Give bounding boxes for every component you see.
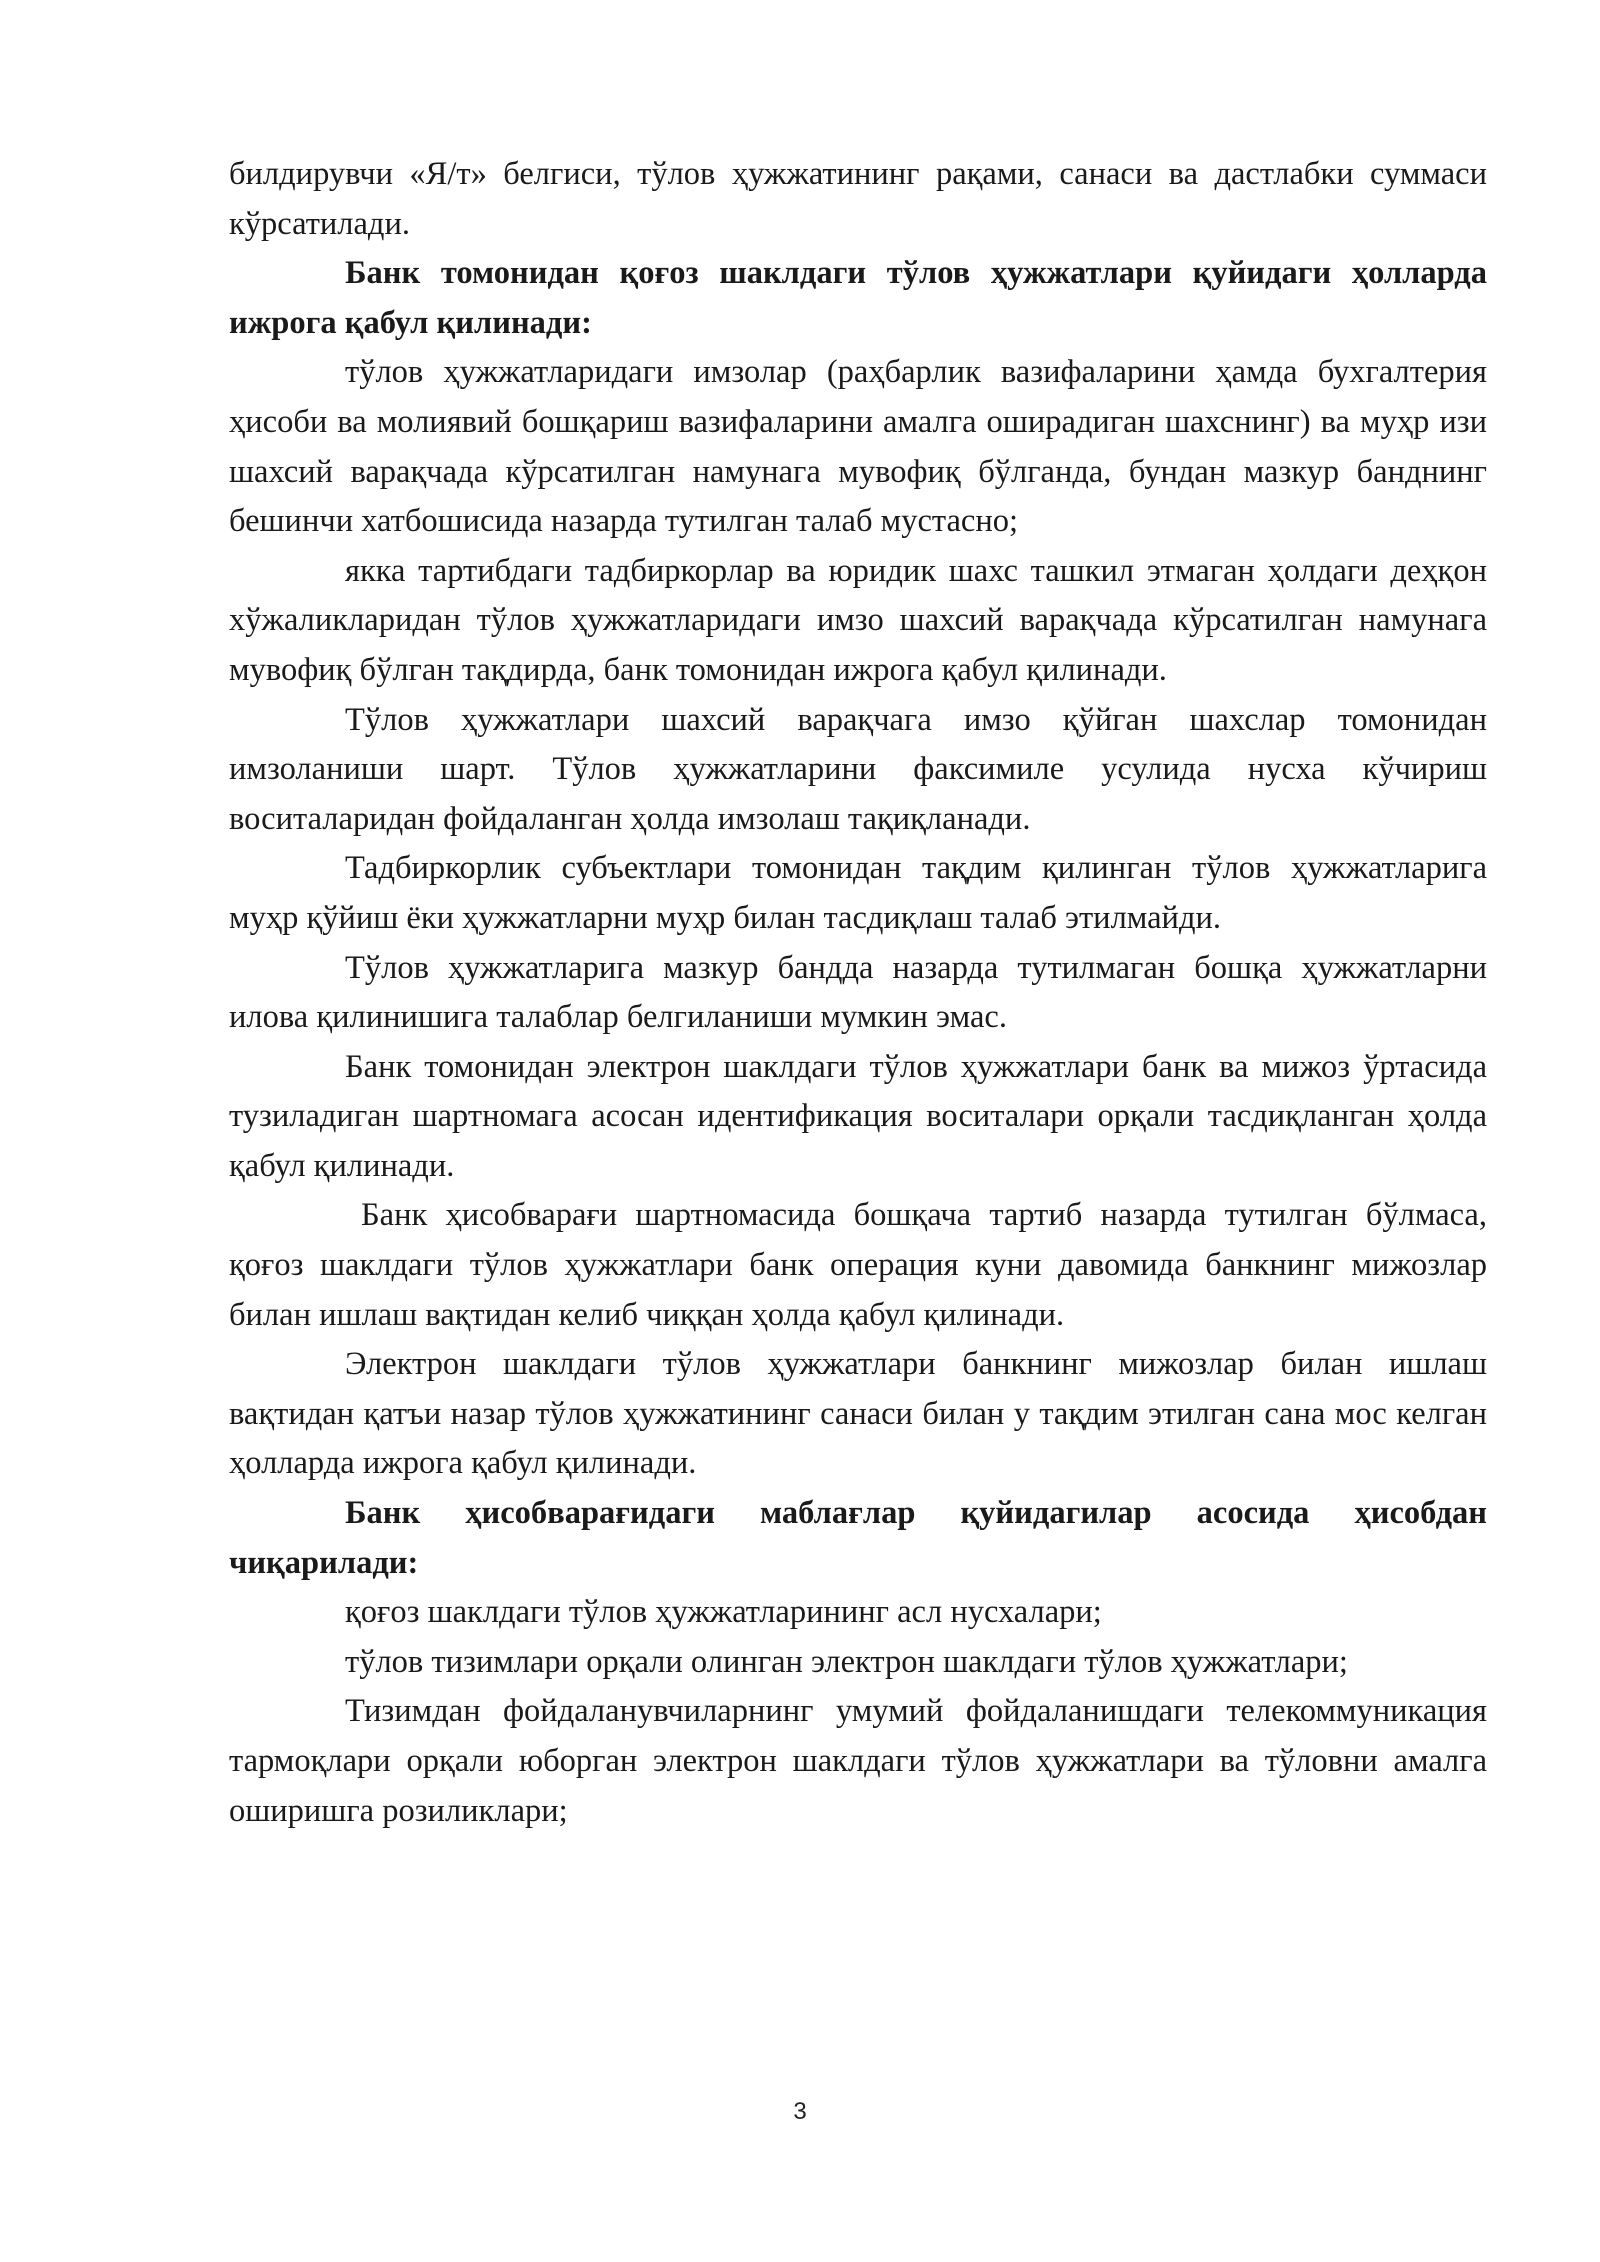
paragraph-signing-requirement: Тўлов ҳужжатлари шахсий варақчага имзо қўйган шахслар томонидан имзоланиши шарт. Тўлов ҳужжатларини факсимиле усулида нусха кўчириш воситаларидан фойдаланган ҳолда имзолаш тақиқланади. bbox=[229, 701, 1487, 837]
list-item-paper-originals: қоғоз шаклдаги тўлов ҳужжатларининг асл нусхалари; bbox=[345, 1594, 1102, 1631]
list-item-payment-systems: тўлов тизимлари орқали олинган электрон шаклдаги тўлов ҳужжатлари; bbox=[345, 1643, 1348, 1680]
page-number: 3 bbox=[793, 2098, 807, 2125]
paragraph-continuation: билдирувчи «Я/т» белгиси, тўлов ҳужжатининг рақами, санаси ва дастлабки суммаси кўрсатилади. bbox=[229, 156, 1487, 242]
paragraph-attachments: Тўлов ҳужжатларига мазкур бандда назарда тутилмаган бошқа ҳужжатларни илова қилинишига талаблар белгиланиши мумкин эмас. bbox=[229, 949, 1487, 1036]
paragraph-signatures: тўлов ҳужжатларидаги имзолар (раҳбарлик вазифаларини ҳамда бухгалтерия ҳисоби ва молиявий бошқариш вазифаларини амалга оширадиган шахснинг) ва муҳр изи шахсий варақчада кўрсатилган намунага мувофиқ бўлганда, бундан мазкур банднинг бешинчи хатбошисида назарда тутилган талаб мустасно; bbox=[229, 354, 1487, 540]
heading-paper-documents-acceptance: Банк томонидан қоғоз шаклдаги тўлов ҳужжатлари қуйидаги ҳолларда ижрога қабул қилинади: bbox=[229, 255, 1487, 341]
document-body bbox=[229, 150, 1487, 1836]
paragraph-electronic-date: Электрон шаклдаги тўлов ҳужжатлари банкнинг мижозлар билан ишлаш вақтидан қатъи назар тўлов ҳужжатининг санаси билан у тақдим этилган сана мос келган ҳолларда ижрога қабул қилинади. bbox=[229, 1346, 1487, 1482]
paragraph-electronic-acceptance: Банк томонидан электрон шаклдаги тўлов ҳужжатлари банк ва мижоз ўртасида тузиладиган шартномага асосан идентификация воситалари орқали тасдиқланган ҳолда қабул қилинади. bbox=[229, 1048, 1487, 1184]
heading-debit-grounds: Банк ҳисобварағидаги маблағлар қуйидагилар асосида ҳисобдан чиқарилади: bbox=[229, 1495, 1487, 1581]
paragraph-individual-entrepreneurs: якка тартибдаги тадбиркорлар ва юридик шахс ташкил этмаган ҳолдаги деҳқон хўжаликларидан тўлов ҳужжатларидаги имзо шахсий варақчада кўрсатилган намунага мувофиқ бўлган тақдирда, банк томонидан ижрога қабул қилинади. bbox=[229, 552, 1487, 688]
paragraph-operating-day: Банк ҳисобварағи шартномасида бошқача тартиб назарда тутилган бўлмаса, қоғоз шаклдаги тўлов ҳужжатлари банк операция куни давомида банкнинг мижозлар билан ишлаш вақтидан келиб чиққан ҳолда қабул қилинади. bbox=[229, 1197, 1487, 1333]
paragraph-stamp-not-required: Тадбиркорлик субъектлари томонидан тақдим қилинган тўлов ҳужжатларига муҳр қўйиш ёки ҳужжатларни муҳр билан тасдиқлаш талаб этилмайди. bbox=[229, 850, 1487, 936]
list-item-telecom-networks: Тизимдан фойдаланувчиларнинг умумий фойдаланишдаги телекоммуникация тармоқлари орқали юборган электрон шаклдаги тўлов ҳужжатлари ва тўловни амалга оширишга розиликлари; bbox=[229, 1693, 1487, 1829]
